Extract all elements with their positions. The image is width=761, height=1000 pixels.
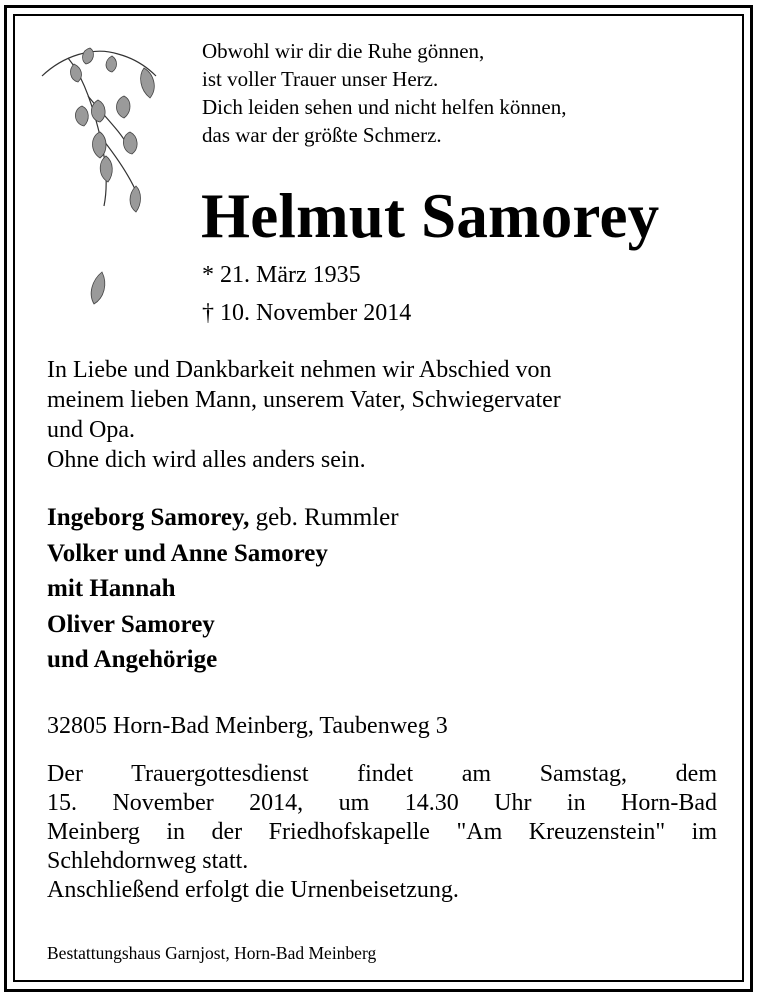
life-dates xyxy=(202,256,411,332)
mourner-line xyxy=(47,642,399,678)
farewell-line: und Opa. xyxy=(47,417,135,443)
poem-line: das war der größte Schmerz. xyxy=(202,123,442,147)
mourner-line xyxy=(47,536,399,572)
farewell-line: meinem lieben Mann, unserem Vater, Schwiegervater xyxy=(47,387,561,413)
mourner-line xyxy=(47,571,399,607)
farewell-line: In Liebe und Dankbarkeit nehmen wir Abschied von xyxy=(47,357,552,383)
birth-date: * 21. März 1935 xyxy=(202,262,361,288)
death-date: † 10. November 2014 xyxy=(202,300,412,326)
service-line: Anschließend erfolgt die Urnenbeisetzung. xyxy=(47,877,459,903)
service-line: 15. November 2014, um 14.30 Uhr in Horn-Bad xyxy=(47,790,717,816)
mourners-list xyxy=(47,500,399,678)
poem-line: Obwohl wir dir die Ruhe gönnen, xyxy=(202,39,485,63)
mourner-line xyxy=(47,607,399,643)
mourner-line xyxy=(47,500,399,536)
poem-line: Dich leiden sehen und nicht helfen können, xyxy=(202,95,567,119)
service-line: Schlehdornweg statt. xyxy=(47,848,249,874)
mourner-name: Ingeborg Samorey, xyxy=(47,504,250,531)
mourner-name: mit Hannah xyxy=(47,575,176,602)
farewell-text xyxy=(47,355,717,475)
poem xyxy=(202,37,566,149)
family-address: 32805 Horn-Bad Meinberg, Taubenweg 3 xyxy=(47,713,448,739)
mourner-name: Volker und Anne Samorey xyxy=(47,539,328,567)
mourner-maiden-name: geb. Rummler xyxy=(249,504,399,531)
deceased-name: Helmut Samorey xyxy=(201,181,660,251)
service-line: Der Trauergottesdienst findet am Samstag, dem xyxy=(47,761,717,787)
poem-line: ist voller Trauer unser Herz. xyxy=(202,67,439,91)
service-info xyxy=(47,760,717,905)
funeral-home: Bestattungshaus Garnjost, Horn-Bad Meinberg xyxy=(47,943,377,963)
birch-branch-illustration xyxy=(38,36,168,326)
service-line: Meinberg in der Friedhofskapelle "Am Kreuzenstein" im xyxy=(47,819,717,845)
farewell-line: Ohne dich wird alles anders sein. xyxy=(47,447,366,473)
mourner-name: Oliver Samorey xyxy=(47,610,215,638)
mourner-name: und Angehörige xyxy=(47,646,218,673)
